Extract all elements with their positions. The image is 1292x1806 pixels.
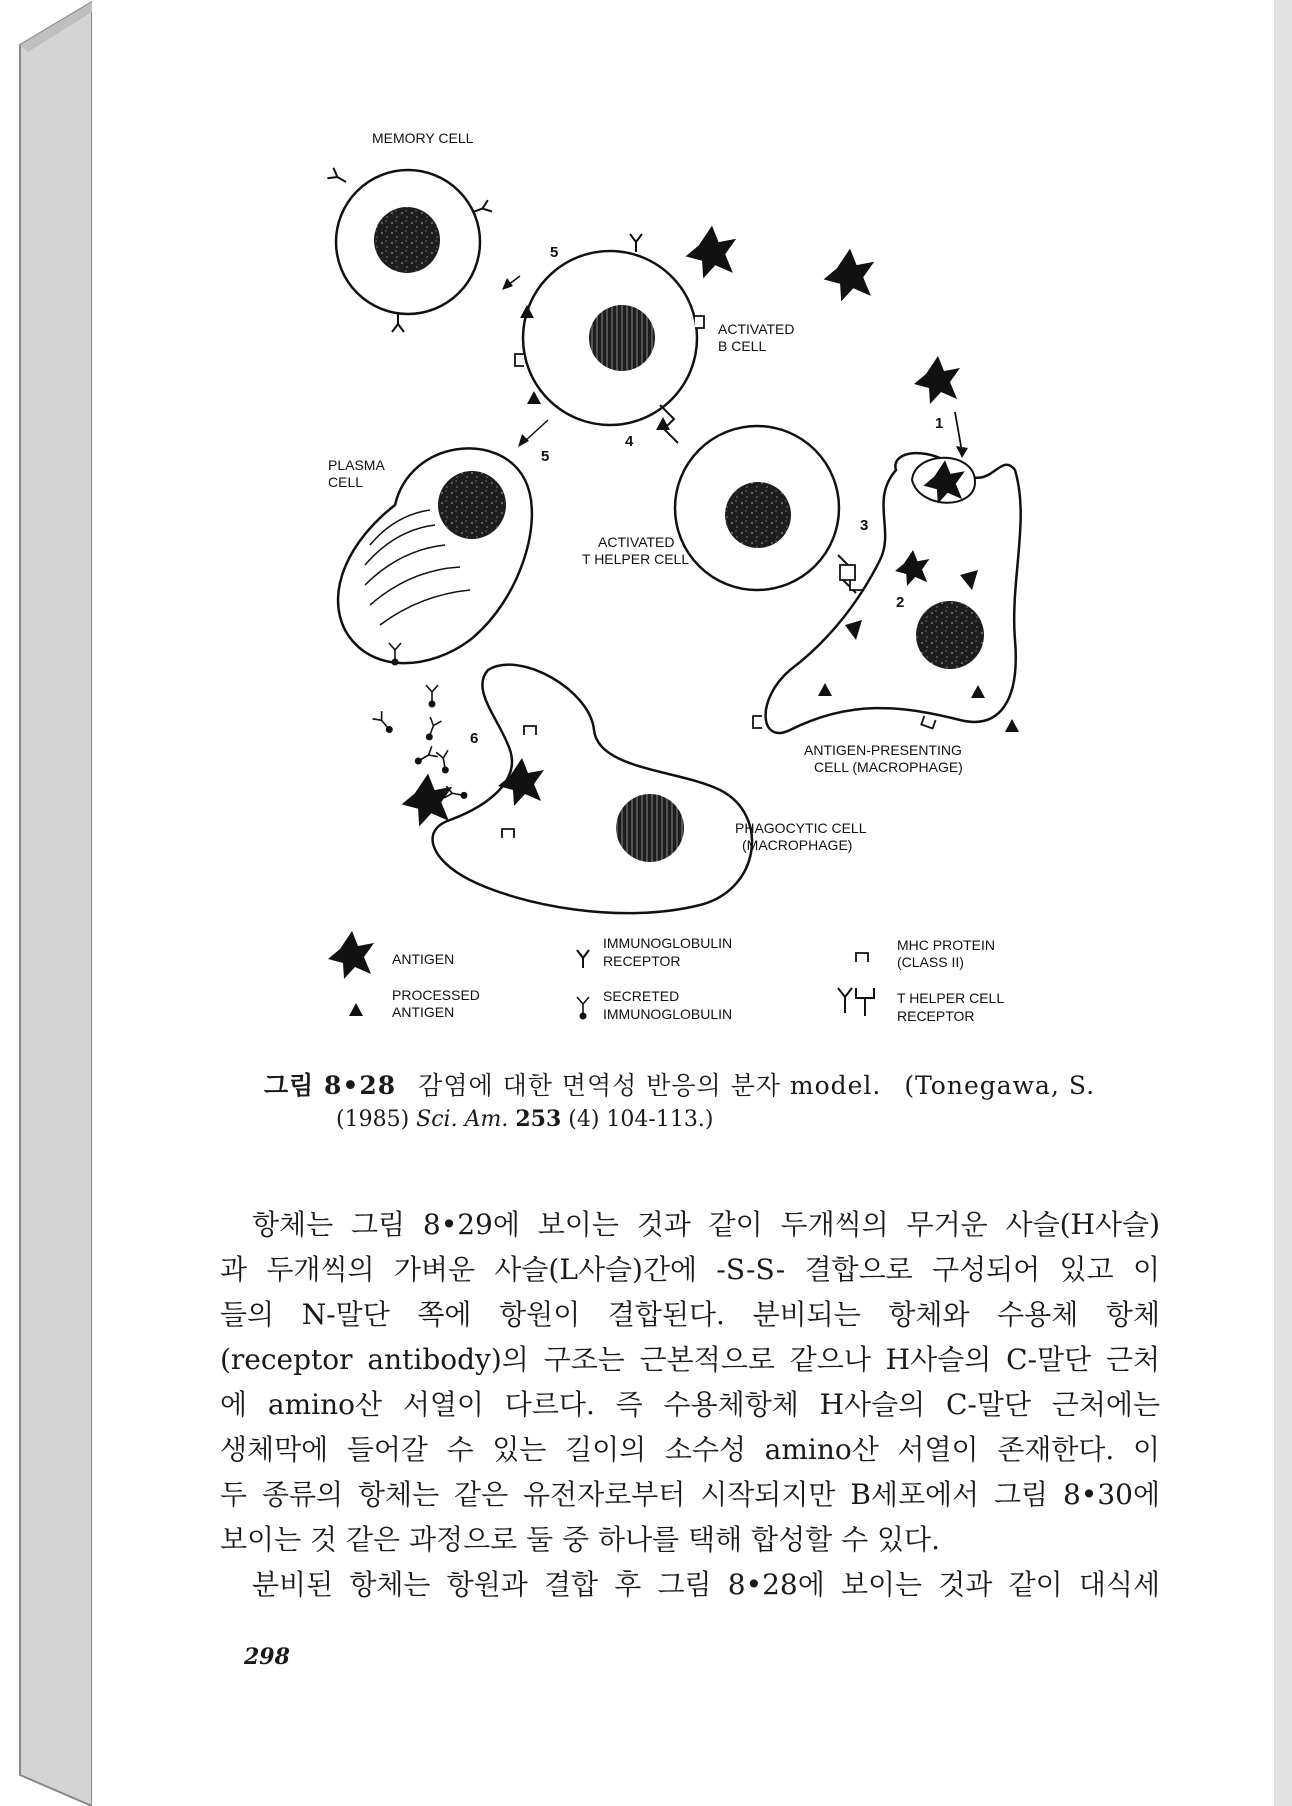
paragraph-1	[220, 1202, 1160, 1562]
caption-volume: 253	[515, 1106, 562, 1132]
caption-citation	[336, 1106, 713, 1132]
step-number: 2	[896, 594, 905, 611]
plasma-cell	[338, 448, 532, 663]
text-line: 에 amino산 서열이 다르다. 즉 수용체항체 H사슬의 C-말단 근처에는	[220, 1388, 1160, 1421]
text-line: 두 종류의 항체는 같은 유전자로부터 시작되지만 B세포에서 그림 8•30에	[220, 1478, 1160, 1511]
legend-secreted-1: SECRETED	[603, 988, 680, 1004]
body-text	[220, 1202, 1160, 1607]
label-activated-b-1: ACTIVATED	[718, 321, 795, 337]
label-activated-b-2: B CELL	[718, 338, 767, 354]
label-phago-2: (MACROPHAGE)	[742, 837, 853, 853]
legend-ig-receptor-2: RECEPTOR	[603, 953, 681, 969]
text-line: 생체막에 들어갈 수 있는 길이의 소수성 amino산 서열이 존재한다. 이	[220, 1433, 1160, 1466]
label-plasma-1: PLASMA	[328, 457, 385, 473]
legend-ig-receptor-1: IMMUNOGLOBULIN	[603, 935, 733, 951]
caption-pages: (4) 104-113.)	[568, 1107, 714, 1132]
step-number: 1	[935, 415, 944, 432]
step-number: 6	[470, 730, 479, 747]
text-line: 분비된 항체는 항원과 결합 후 그림 8•28에 보이는 것과 같이 대식세	[252, 1568, 1160, 1601]
caption-title: 감염에 대한 면역성 반응의 분자 model.	[418, 1071, 882, 1100]
caption-citation-author: (Tonegawa, S.	[904, 1071, 1096, 1100]
text-line: (receptor antibody)의 구조는 근본적으로 같으나 H사슬의 C-말단 근처	[220, 1343, 1160, 1376]
legend-mhc-1: MHC PROTEIN	[897, 937, 995, 953]
step-number: 4	[625, 433, 634, 450]
caption-year: (1985)	[336, 1107, 410, 1132]
label-apc-2: CELL (MACROPHAGE)	[814, 759, 963, 775]
label-memory-cell: MEMORY CELL	[372, 130, 474, 146]
label-phago-1: PHAGOCYTIC CELL	[735, 820, 867, 836]
legend-secreted-2: IMMUNOGLOBULIN	[603, 1006, 733, 1022]
paragraph-2	[220, 1562, 1160, 1607]
text-line: 보이는 것 같은 과정으로 둘 중 하나를 택해 합성할 수 있다.	[220, 1523, 941, 1556]
legend	[328, 931, 1004, 1024]
activated-b-cell	[515, 234, 704, 430]
legend-processed-2: ANTIGEN	[392, 1004, 455, 1020]
label-activated-t-1: ACTIVATED	[598, 534, 675, 550]
legend-processed-1: PROCESSED	[392, 987, 480, 1003]
figure-caption	[264, 1066, 1095, 1102]
activated-t-helper-cell	[660, 405, 856, 593]
text-line: 들의 N-말단 쪽에 항원이 결합된다. 분비되는 항체와 수용체 항체	[220, 1298, 1160, 1331]
step-number: 5	[550, 244, 559, 261]
caption-label: 그림 8•28	[264, 1071, 397, 1100]
text-line: 항체는 그림 8•29에 보이는 것과 같이 두개씩의 무거운 사슬(H사슬)	[252, 1208, 1160, 1241]
legend-th-receptor-1: T HELPER CELL	[897, 990, 1005, 1006]
phagocytic-cell	[433, 665, 752, 913]
page-number: 298	[244, 1644, 290, 1670]
legend-th-receptor-2: RECEPTOR	[897, 1008, 975, 1024]
label-activated-t-2: T HELPER CELL	[582, 551, 690, 567]
caption-journal: Sci. Am.	[416, 1107, 509, 1132]
legend-mhc-2: (CLASS II)	[897, 954, 964, 970]
step-number: 5	[541, 448, 550, 465]
label-plasma-2: CELL	[328, 474, 364, 490]
step-number: 3	[860, 517, 869, 534]
label-apc-1: ANTIGEN-PRESENTING	[804, 742, 962, 758]
memory-cell	[327, 168, 492, 332]
legend-antigen: ANTIGEN	[392, 951, 455, 967]
text-line: 과 두개씩의 가벼운 사슬(L사슬)간에 -S-S- 결합으로 구성되어 있고 이	[220, 1253, 1160, 1286]
